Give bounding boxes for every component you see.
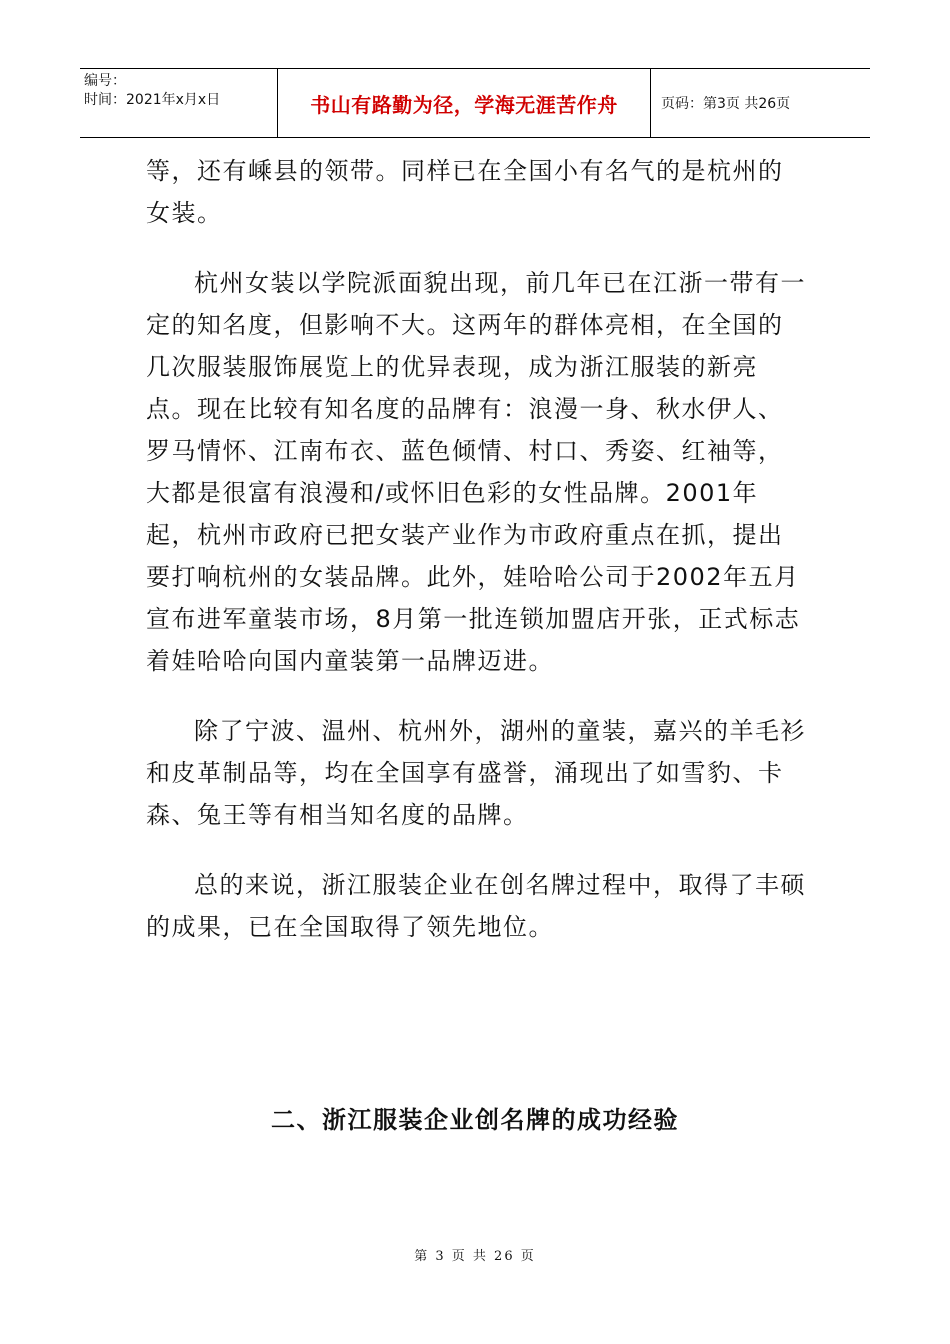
header-page-info: 页码：第3页 共26页 [661, 96, 791, 112]
document-body [146, 150, 806, 976]
header-motto: 书山有路勤为径，学海无涯苦作舟 [278, 69, 651, 137]
page-footer: 第 3 页 共 26 页 [414, 1249, 536, 1264]
section-heading: 二、浙江服装企业创名牌的成功经验 [271, 1106, 679, 1134]
paragraph: 杭州女装以学院派面貌出现，前几年已在江浙一带有一定的知名度，但影响不大。这两年的群体亮相，在全国的几次服装服饰展览上的优异表现，成为浙江服装的新亮点。现在比较有知名度的品牌有：浪漫一身、秋水伊人、罗马情怀、江南布衣、蓝色倾情、村口、秀姿、红袖等，大都是很富有浪漫和/或怀旧色彩的女性品牌。2001年起，杭州市政府已把女装产业作为市政府重点在抓，提出要打响杭州的女装品牌。此外，娃哈哈公司于2002年五月宣布进军童装市场，8月第一批连锁加盟店开张，正式标志着娃哈哈向国内童装第一品牌迈进。 [146, 269, 806, 675]
header-meta [80, 69, 278, 137]
document-number-label: 编号： [84, 73, 126, 89]
paragraph: 总的来说，浙江服装企业在创名牌过程中，取得了丰硕的成果，已在全国取得了领先地位。 [146, 871, 806, 941]
paragraph: 等，还有嵊县的领带。同样已在全国小有名气的是杭州的女装。 [146, 157, 784, 227]
document-date: 时间：2021年x月x日 [84, 92, 221, 108]
paragraph: 除了宁波、温州、杭州外，湖州的童装，嘉兴的羊毛衫和皮革制品等，均在全国享有盛誉，涌现出了如雪豹、卡森、兔王等有相当知名度的品牌。 [146, 717, 806, 829]
page-header [80, 68, 870, 138]
